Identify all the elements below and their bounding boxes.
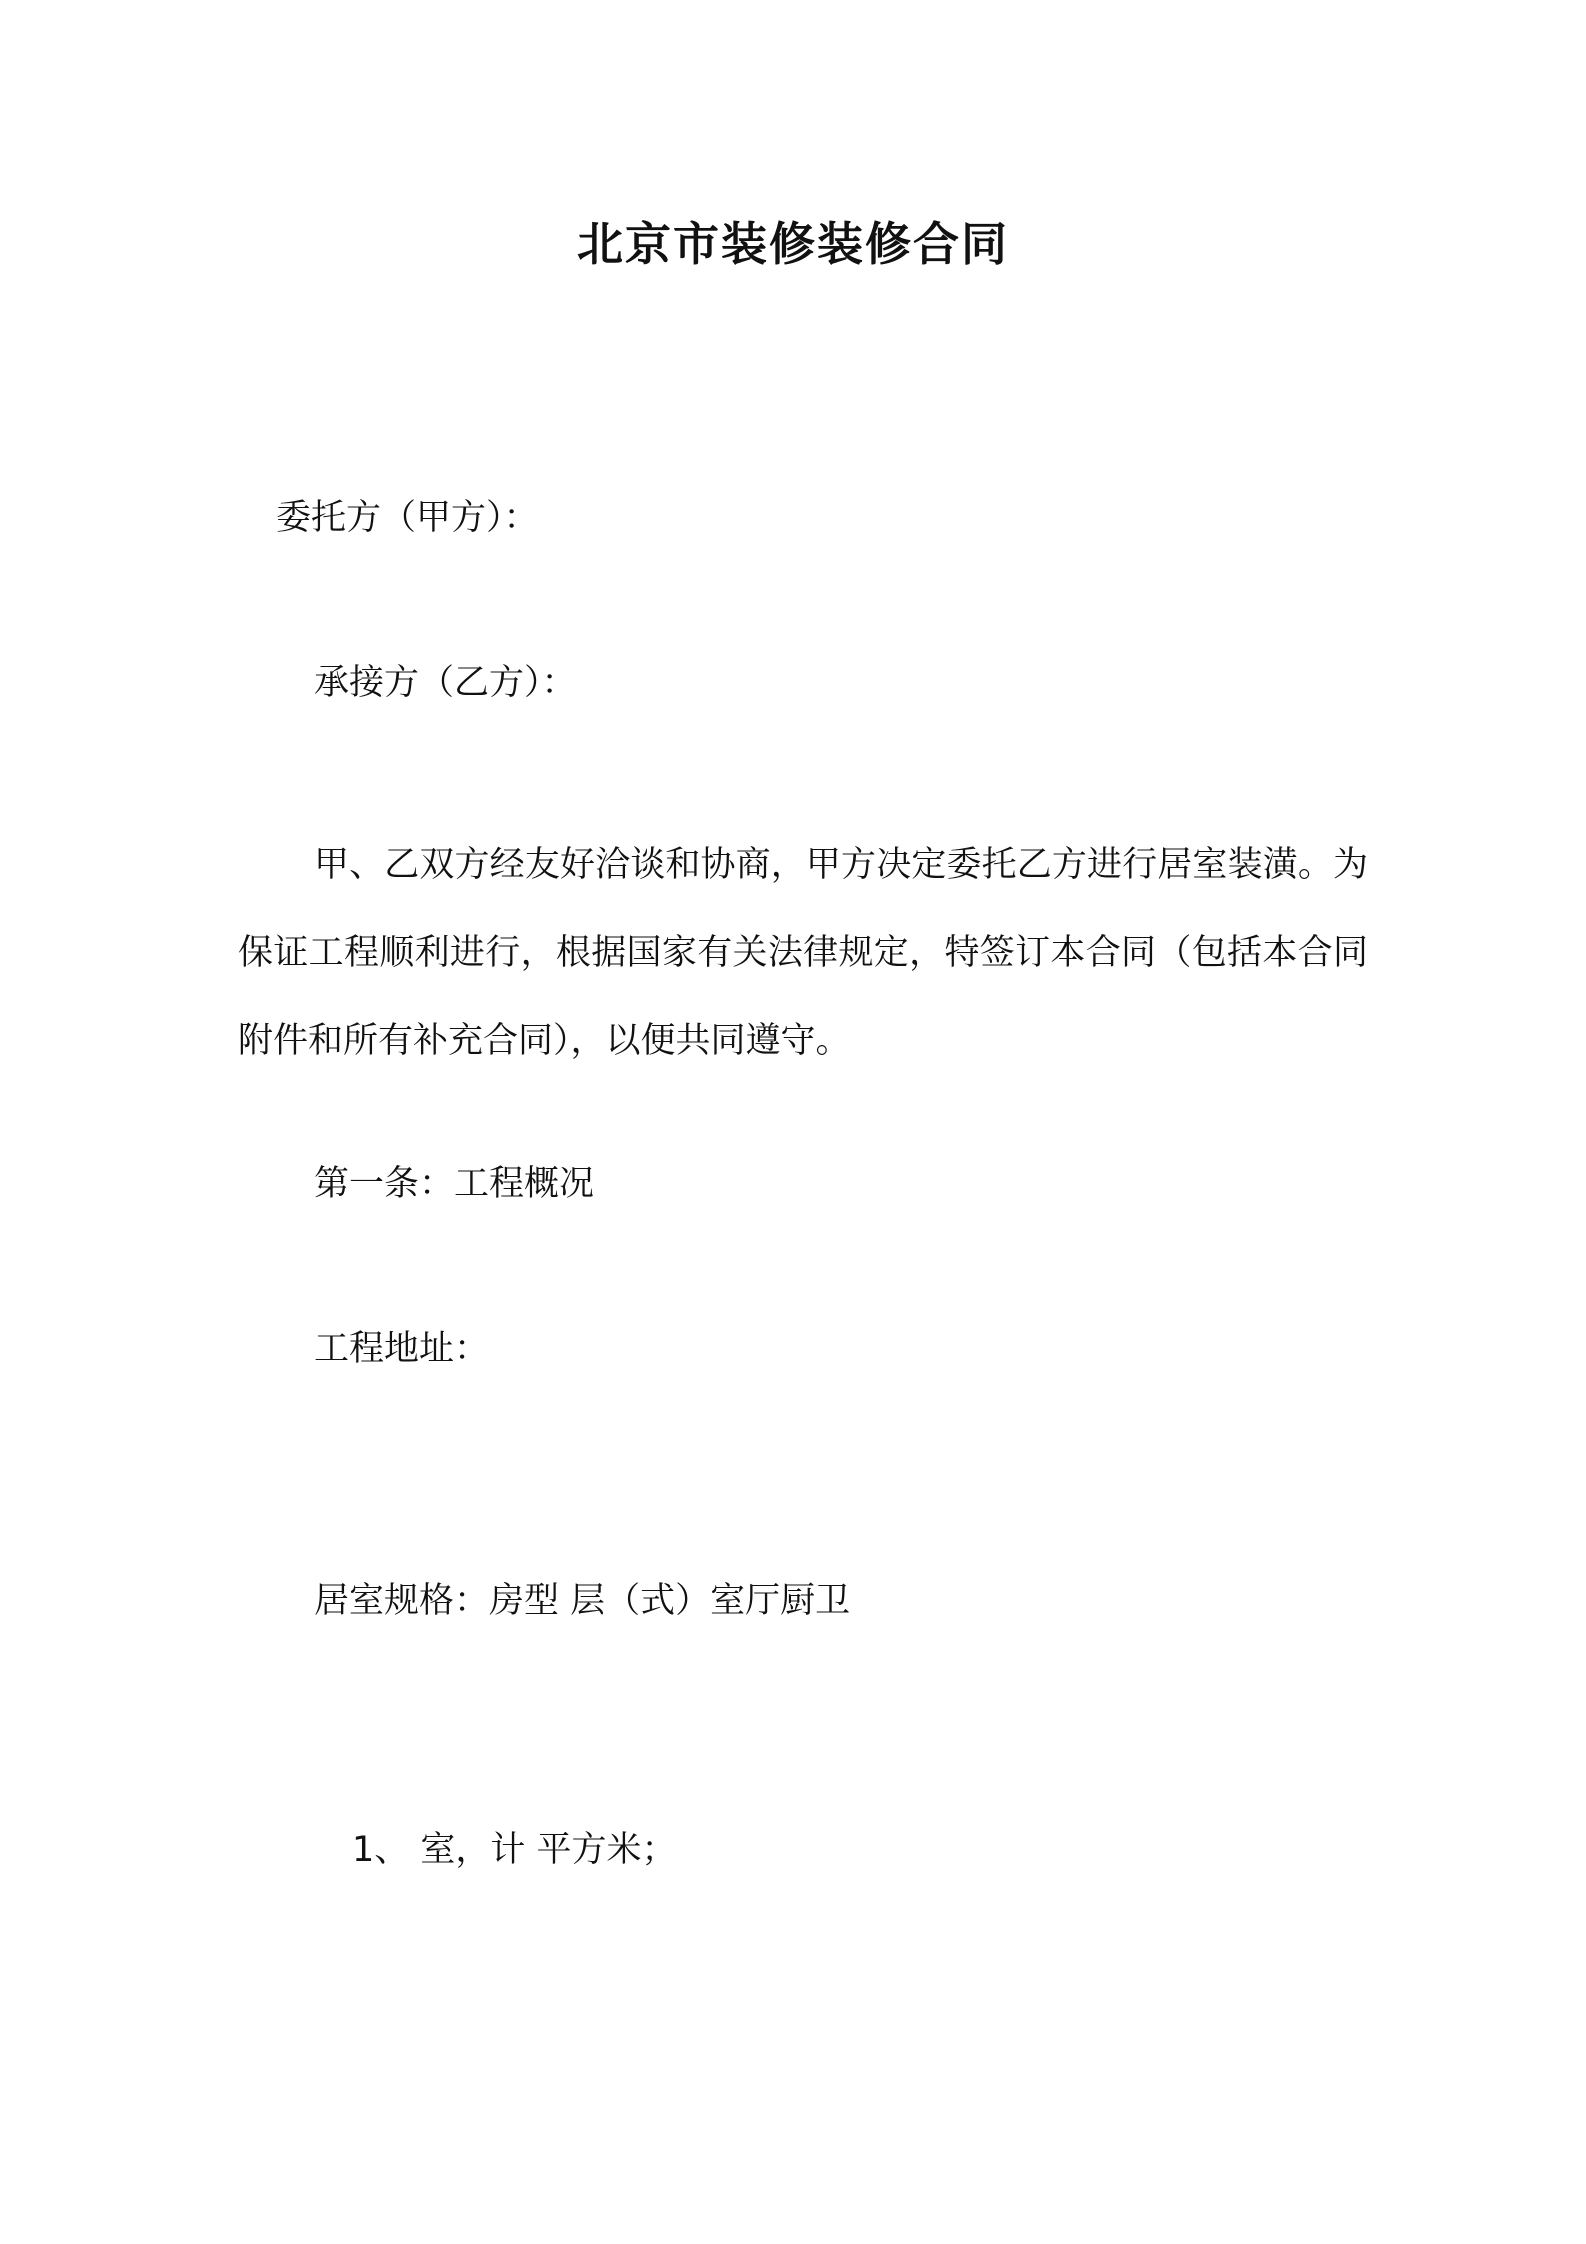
- party-a-label: 委托方（甲方）：: [276, 498, 539, 538]
- document-title: 北京市装修装修合同: [577, 217, 1009, 271]
- preamble-paragraph: 甲、乙双方经友好洽谈和协商，甲方决定委托乙方进行居室装潢。为保证工程顺利进行，根据国家有关法律规定，特签订本合同（包括本合同附件和所有补充合同），以便共同遵守。: [238, 845, 1368, 1061]
- project-address-label: 工程地址：: [314, 1329, 490, 1369]
- list-item: 1、 室，计 平方米；: [352, 1830, 677, 1870]
- room-spec-line: 居室规格：房型 层（式）室厅厨卫: [314, 1581, 851, 1621]
- article-1-heading: 第一条：工程概况: [314, 1164, 595, 1204]
- party-b-label: 承接方（乙方）：: [314, 663, 577, 703]
